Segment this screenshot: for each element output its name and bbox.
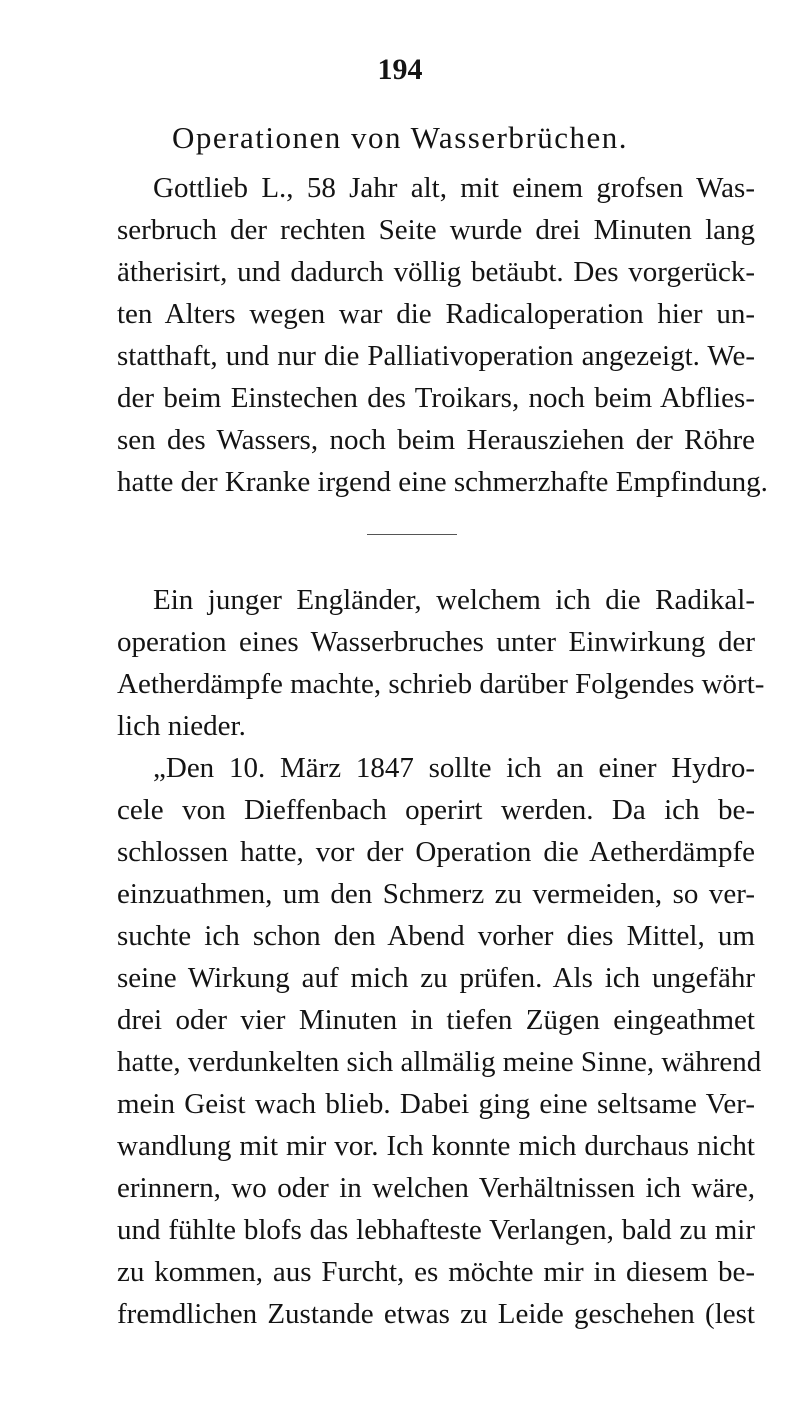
text-line: hatte, verdunkelten sich allmälig meine Sinne, während [117, 1046, 762, 1078]
text-line: drei oder vier Minuten in tiefen Zügen eingeathmet [117, 1004, 755, 1036]
text-line: schlossen hatte, vor der Operation die Aetherdämpfe [117, 836, 755, 868]
text-line: einzuathmen, um den Schmerz zu vermeiden, so ver- [117, 878, 755, 910]
text-line: ten Alters wegen war die Radicaloperation hier un- [117, 298, 755, 330]
text-line: sen des Wassers, noch beim Herausziehen der Röhre [117, 424, 755, 456]
text-line: mein Geist wach blieb. Dabei ging eine seltsame Ver- [117, 1088, 755, 1120]
text-line: und fühlte blofs das lebhafteste Verlangen, bald zu mir [117, 1214, 755, 1246]
text-line: wandlung mit mir vor. Ich konnte mich durchaus nicht [117, 1130, 755, 1162]
text-line: fremdlichen Zustande etwas zu Leide geschehen (lest [117, 1298, 755, 1330]
text-line: „Den 10. März 1847 sollte ich an einer Hydro- [153, 752, 755, 784]
section-divider [367, 534, 457, 535]
text-line: seine Wirkung auf mich zu prüfen. Als ich ungefähr [117, 962, 755, 994]
text-line: statthaft, und nur die Palliativoperation angezeigt. We- [117, 340, 755, 372]
text-line: zu kommen, aus Furcht, es möchte mir in diesem be- [117, 1256, 755, 1288]
text-line: ätherisirt, und dadurch völlig betäubt. Des vorgerück- [117, 256, 755, 288]
text-line: der beim Einstechen des Troikars, noch beim Abflies- [117, 382, 755, 414]
text-line: suchte ich schon den Abend vorher dies Mittel, um [117, 920, 755, 952]
text-line: cele von Dieffenbach operirt werden. Da ich be- [117, 794, 755, 826]
text-line: Aetherdämpfe machte, schrieb darüber Folgendes wört- [117, 668, 765, 700]
text-line: lich nieder. [117, 710, 246, 742]
text-line: Gottlieb L., 58 Jahr alt, mit einem grofsen Was- [153, 172, 755, 204]
section-title: Operationen von Wasserbrüchen. [172, 120, 628, 155]
text-line: erinnern, wo oder in welchen Verhältnissen ich wäre, [117, 1172, 755, 1204]
text-line: operation eines Wasserbruches unter Einwirkung der [117, 626, 755, 658]
page-number: 194 [377, 53, 423, 86]
text-line: hatte der Kranke irgend eine schmerzhafte Empfindung. [117, 466, 768, 498]
text-line: serbruch der rechten Seite wurde drei Minuten lang [117, 214, 755, 246]
text-line: Ein junger Engländer, welchem ich die Radikal- [153, 584, 755, 616]
